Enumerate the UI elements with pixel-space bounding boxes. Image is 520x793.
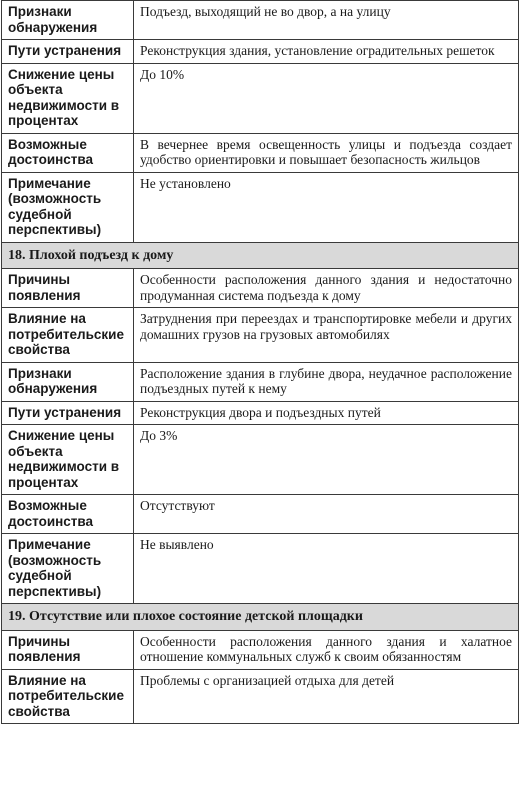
row-value: Реконструкция здания, установление оградительных решеток	[134, 40, 519, 64]
row-value: Не выявлено	[134, 534, 519, 604]
table-row	[2, 495, 519, 534]
table-row	[2, 172, 519, 242]
row-label: Причины появления	[2, 269, 134, 308]
row-value: Расположение здания в глубине двора, неудачное расположение подъездных путей к нему	[134, 362, 519, 401]
table-row	[2, 63, 519, 133]
table-row	[2, 630, 519, 669]
row-label: Примечание (возможность судебной перспективы)	[2, 534, 134, 604]
row-label: Пути устранения	[2, 40, 134, 64]
row-label: Признаки обнаружения	[2, 1, 134, 40]
row-label: Признаки обнаружения	[2, 362, 134, 401]
row-label: Примечание (возможность судебной перспективы)	[2, 172, 134, 242]
row-label: Снижение цены объекта недвижимости в процентах	[2, 425, 134, 495]
section-title: 18. Плохой подъезд к дому	[2, 242, 519, 269]
row-value: Затруднения при переездах и транспортировке мебели и других домашних грузов на грузовых автомобилях	[134, 308, 519, 363]
row-label: Влияние на потребительские свойства	[2, 669, 134, 724]
row-value: Особенности расположения данного здания и халатное отношение коммунальных служб к своим обязанностям	[134, 630, 519, 669]
table-row	[2, 425, 519, 495]
section-title: 19. Отсутствие или плохое состояние детской площадки	[2, 604, 519, 631]
row-value: Проблемы с организацией отдыха для детей	[134, 669, 519, 724]
row-value: Реконструкция двора и подъездных путей	[134, 401, 519, 425]
section-header	[2, 604, 519, 631]
table-row	[2, 669, 519, 724]
table-row	[2, 534, 519, 604]
row-label: Причины появления	[2, 630, 134, 669]
row-value: Особенности расположения данного здания и недостаточно продуманная система подъезда к дому	[134, 269, 519, 308]
table-row	[2, 269, 519, 308]
row-label: Возможные достоинства	[2, 133, 134, 172]
row-value: До 10%	[134, 63, 519, 133]
section-header	[2, 242, 519, 269]
row-value: Подъезд, выходящий не во двор, а на улицу	[134, 1, 519, 40]
row-value: До 3%	[134, 425, 519, 495]
table-row	[2, 308, 519, 363]
row-label: Влияние на потребительские свойства	[2, 308, 134, 363]
table-row	[2, 40, 519, 64]
row-value: Не установлено	[134, 172, 519, 242]
table-row	[2, 1, 519, 40]
table-row	[2, 133, 519, 172]
row-value: Отсутствуют	[134, 495, 519, 534]
row-label: Пути устранения	[2, 401, 134, 425]
row-label: Возможные достоинства	[2, 495, 134, 534]
row-value: В вечернее время освещенность улицы и подъезда создает удобство ориентировки и повышает безопасность жильцов	[134, 133, 519, 172]
table-row	[2, 362, 519, 401]
row-label: Снижение цены объекта недвижимости в процентах	[2, 63, 134, 133]
table-row	[2, 401, 519, 425]
property-defects-table	[1, 0, 519, 724]
